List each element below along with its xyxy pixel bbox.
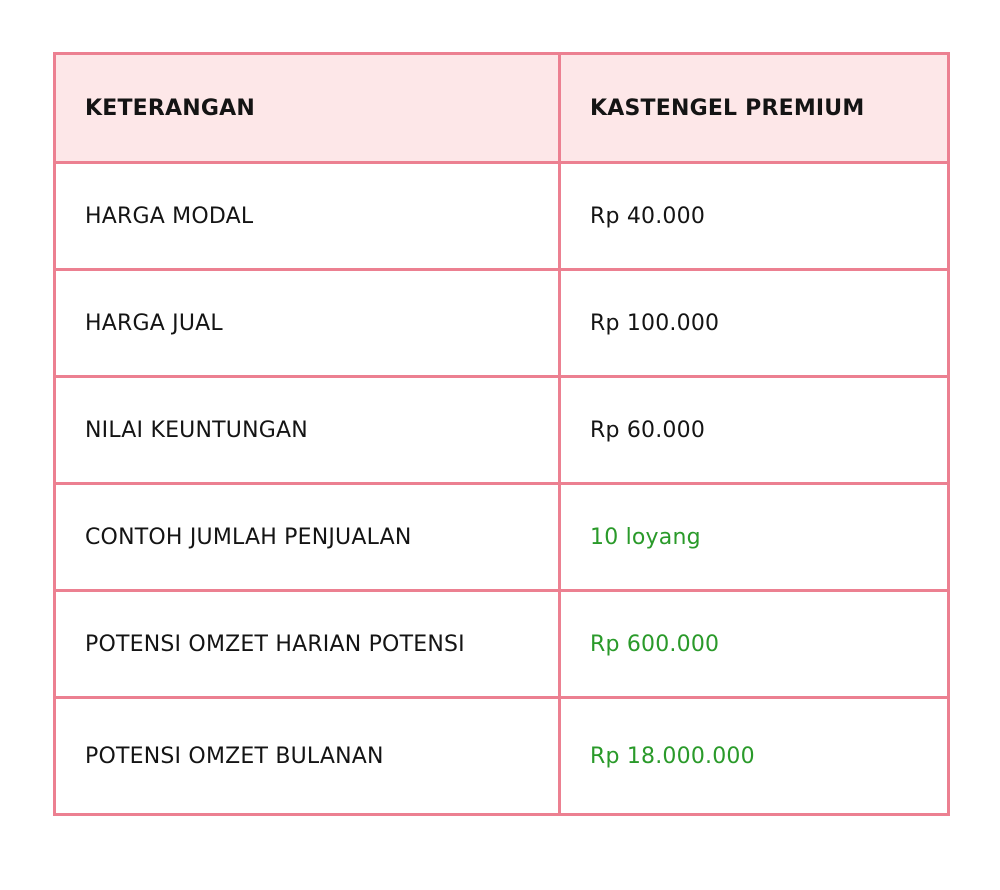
row-label-potensi-omzet-harian: POTENSI OMZET HARIAN POTENSI — [55, 591, 560, 698]
table-header-row — [55, 54, 949, 163]
table-row — [55, 270, 949, 377]
table-row — [55, 698, 949, 815]
profit-table-container — [53, 52, 947, 816]
row-value-potensi-omzet-harian: Rp 600.000 — [560, 591, 949, 698]
row-label-contoh-jumlah-penjualan: CONTOH JUMLAH PENJUALAN — [55, 484, 560, 591]
row-label-harga-jual: HARGA JUAL — [55, 270, 560, 377]
table-row — [55, 163, 949, 270]
table-row — [55, 484, 949, 591]
row-value-harga-modal: Rp 40.000 — [560, 163, 949, 270]
row-value-contoh-jumlah-penjualan: 10 loyang — [560, 484, 949, 591]
row-label-potensi-omzet-bulanan: POTENSI OMZET BULANAN — [55, 698, 560, 815]
row-value-harga-jual: Rp 100.000 — [560, 270, 949, 377]
header-kastengel-premium: KASTENGEL PREMIUM — [560, 54, 949, 163]
profit-table — [53, 52, 950, 816]
row-value-potensi-omzet-bulanan: Rp 18.000.000 — [560, 698, 949, 815]
row-value-nilai-keuntungan: Rp 60.000 — [560, 377, 949, 484]
table-row — [55, 377, 949, 484]
header-keterangan: KETERANGAN — [55, 54, 560, 163]
table-row — [55, 591, 949, 698]
row-label-nilai-keuntungan: NILAI KEUNTUNGAN — [55, 377, 560, 484]
row-label-harga-modal: HARGA MODAL — [55, 163, 560, 270]
